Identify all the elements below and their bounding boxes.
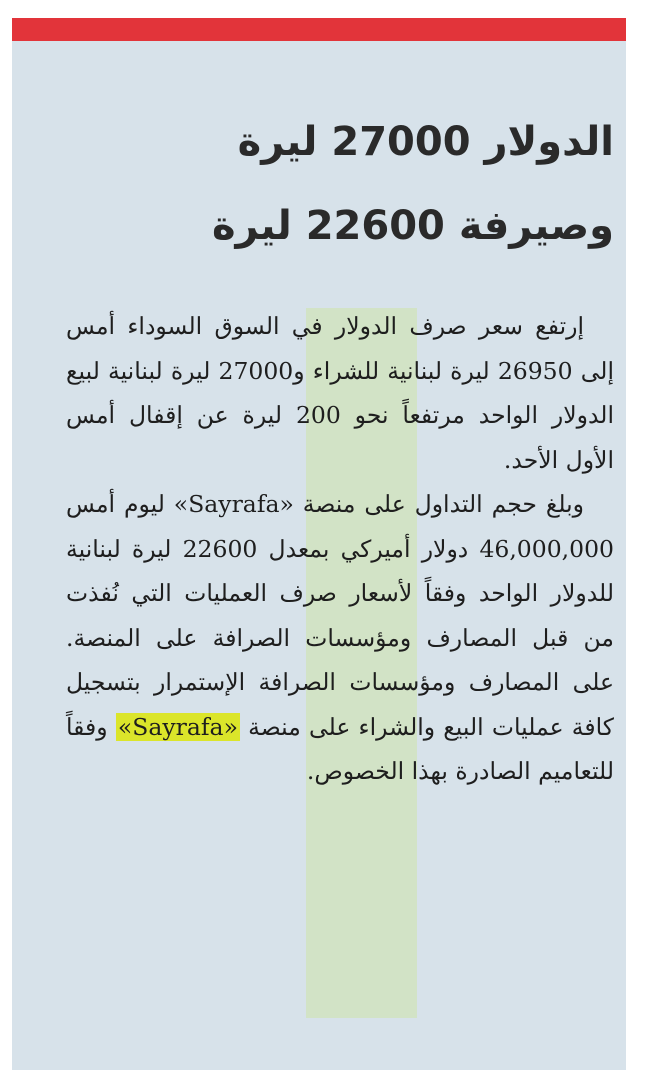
headline [74, 100, 614, 268]
sayrafa-highlight: «Sayrafa» [117, 712, 238, 741]
paragraph-2 [66, 482, 614, 794]
headline-line-2: وصيرفة 22600 ليرة [211, 203, 614, 249]
paragraph-2-text-a: وبلغ حجم التداول على منصة «Sayrafa» ليوم أمس 46,000,000 دولار أميركي بمعدل 22600 ليرة لبنانية للدولار الواحد وفقاً لأسعار صرف العمليات التي نُفذت من قبل المصارف ومؤسسات الصرافة على المنصة. على المصارف ومؤسسات الصرافة الإستمرار بتسجيل كافة عمليات البيع والشراء على منصة [66, 490, 614, 741]
top-accent-bar [12, 18, 626, 41]
paragraph-1: إرتفع سعر صرف الدولار في السوق السوداء أمس إلى 26950 ليرة لبنانية للشراء و27000 ليرة لبنانية لبيع الدولار الواحد مرتفعاً نحو 200 ليرة عن إقفال أمس الأول الأحد. [66, 312, 614, 474]
paragraph-2-text-b: وفقاً للتعاميم الصادرة بهذا الخصوص. [66, 712, 614, 785]
headline-line-1: الدولار 27000 ليرة [237, 119, 614, 165]
article-body [66, 304, 614, 794]
